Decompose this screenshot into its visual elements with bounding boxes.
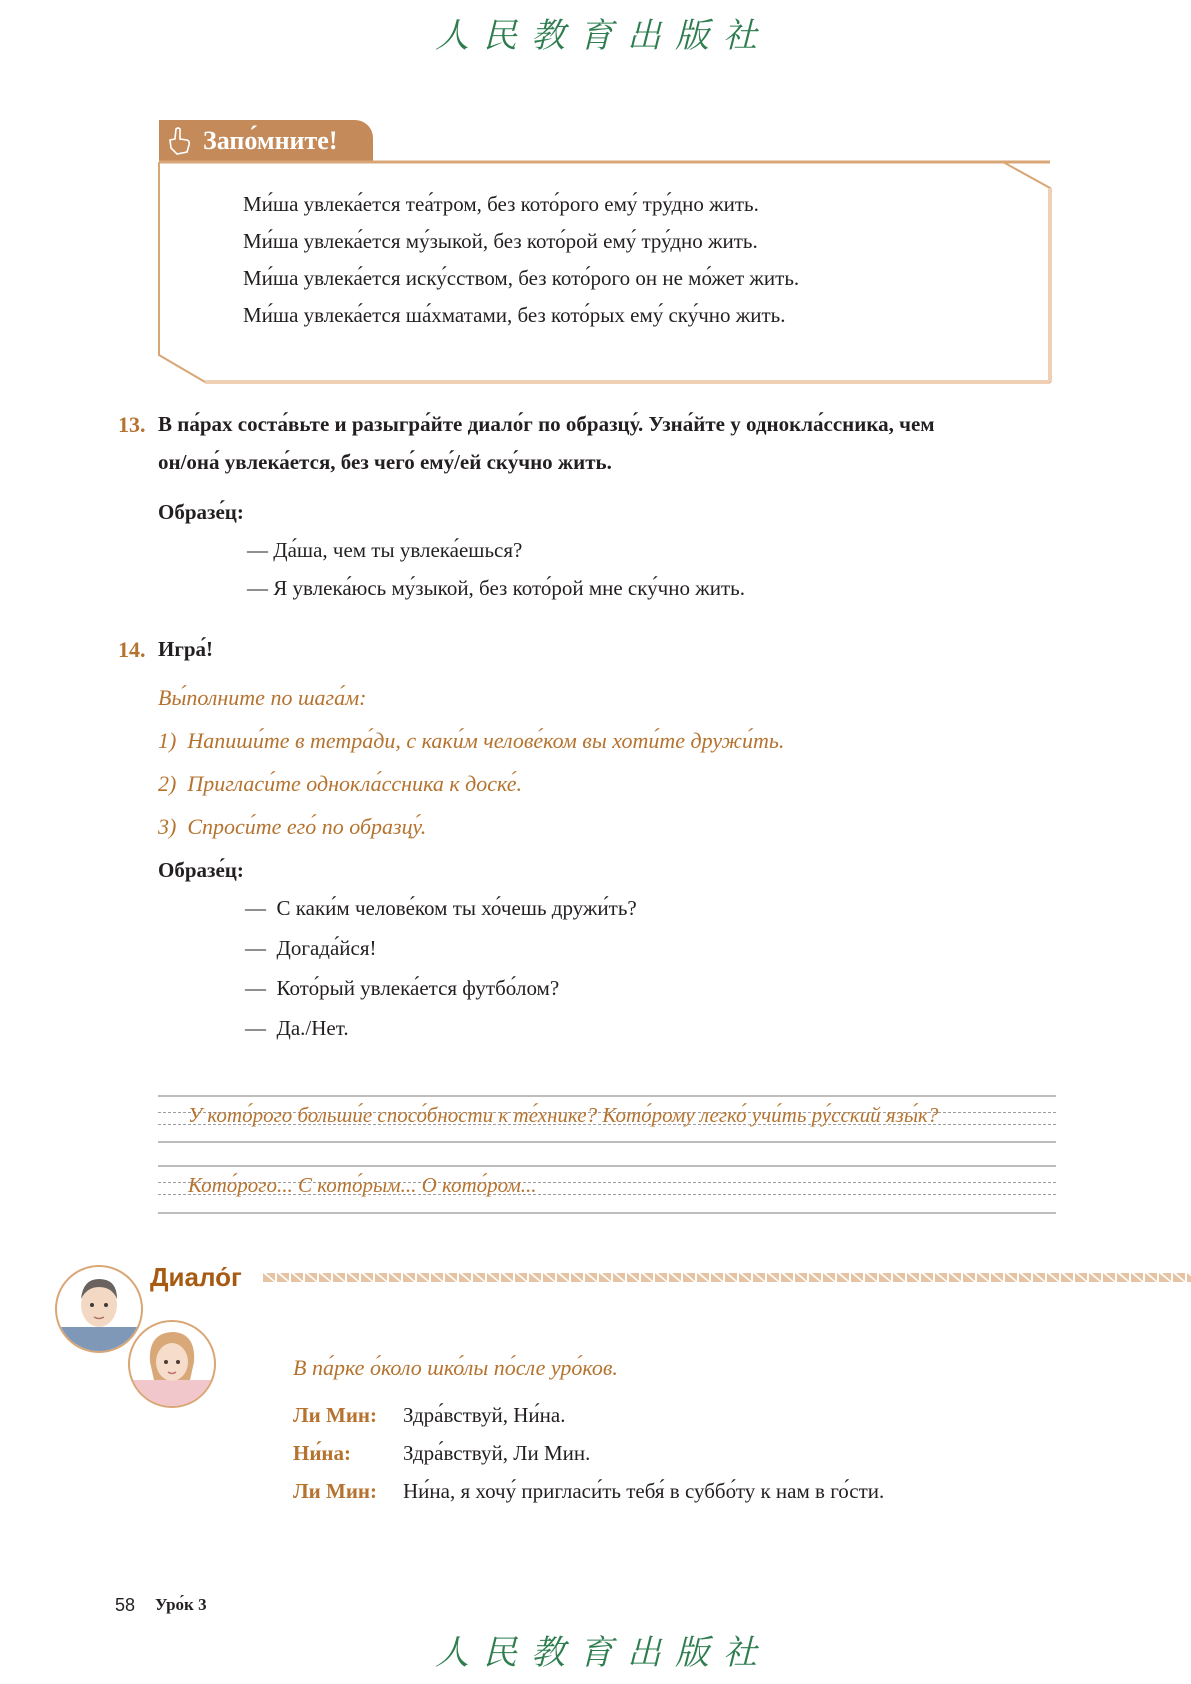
exercise-13-number: 13. (118, 412, 146, 437)
remember-line: Ми́ша увлека́ется му́зыкой, без кото́рой ему́ тру́дно жить. (243, 229, 758, 253)
pointing-hand-icon (167, 126, 193, 156)
dash: — (245, 896, 266, 920)
dialog-title: Диало́г (150, 1262, 242, 1292)
remember-line: Ми́ша увлека́ется ша́хматами, без кото́рых ему́ ску́чно жить. (243, 303, 786, 327)
lesson-label: Уро́к 3 (155, 1595, 207, 1614)
exercise-13-sample-label: Образе́ц: (158, 500, 244, 524)
sample-line (245, 1016, 349, 1041)
step-text: Спроси́те его́ по образцу́. (187, 814, 427, 839)
dialog-line: Здра́вствуй, Ни́на. (403, 1403, 566, 1427)
dash: — (245, 936, 266, 960)
page-number: 58 (115, 1595, 136, 1615)
step-item (158, 771, 522, 797)
dialog-line: Ни́на, я хочу́ пригласи́ть тебя́ в суббо́ту к нам в го́сти. (403, 1479, 885, 1503)
exercise-14-sample-label: Образе́ц: (158, 858, 244, 882)
hint-line-1: У кото́рого больши́е спосо́бности к те́хнике? Кото́рому легко́ учи́ть ру́сский язы́к? (188, 1103, 939, 1127)
publisher-logo-header: 人民教育出版社 (435, 16, 771, 56)
remember-box-title: Запо́мните! (203, 126, 338, 155)
hint-rule (158, 1165, 1056, 1167)
sample-text: Кото́рый увлека́ется футбо́лом? (276, 976, 560, 1000)
dash: — (245, 976, 266, 1000)
remember-box-tab (159, 120, 373, 162)
dialog-speaker: Ни́на: (293, 1441, 352, 1465)
step-text: Пригласи́те однокла́ссника к доске́. (187, 771, 523, 796)
exercise-13-sample-line: — Я увлека́юсь му́зыкой, без кото́рой мне ску́чно жить. (247, 576, 745, 600)
dialog-speaker: Ли Мин: (293, 1403, 378, 1427)
remember-line: Ми́ша увлека́ется иску́сством, без кото́рого он не мо́жет жить. (243, 266, 800, 290)
sample-line (245, 896, 637, 921)
step-number: 1) (158, 728, 177, 753)
exercise-14-title: Игра́! (158, 637, 214, 661)
dialog-line: Здра́вствуй, Ли Мин. (403, 1441, 591, 1465)
step-item (158, 728, 784, 754)
step-number: 3) (158, 814, 177, 839)
exercise-13-instruction-1: В па́рах соста́вьте и разыгра́йте диало́г по образцу́. Узна́йте у однокла́ссника, чем (158, 412, 935, 436)
sample-line (245, 936, 376, 961)
sample-text: Догада́йся! (276, 936, 377, 960)
dialog-title-decoration (262, 1270, 1191, 1284)
step-number: 2) (158, 771, 177, 796)
remember-line: Ми́ша увлека́ется теа́тром, без кото́рого ему́ тру́дно жить. (243, 192, 759, 216)
hint-rule (158, 1212, 1056, 1214)
hint-rule (158, 1141, 1056, 1143)
step-item (158, 814, 426, 840)
sample-line (245, 976, 559, 1001)
steps-intro: Вы́полните по шага́м: (158, 685, 367, 710)
sample-text: Да./Нет. (276, 1016, 349, 1040)
exercise-13-instruction-2: он/она́ увлека́ется, без чего́ ему́/ей ску́чно жить. (158, 450, 612, 474)
hint-line-2: Кото́рого... С кото́рым... О кото́ром... (188, 1173, 537, 1197)
sample-text: С каки́м челове́ком ты хо́чешь дружи́ть? (276, 896, 637, 920)
dialog-setting: В па́рке о́коло шко́лы по́сле уро́ков. (293, 1355, 618, 1380)
step-text: Напиши́те в тетра́ди, с каки́м челове́ком вы хоти́те дружи́ть. (187, 728, 785, 753)
exercise-13-sample-line: — Да́ша, чем ты увлека́ешься? (247, 538, 523, 562)
dialog-speaker: Ли Мин: (293, 1479, 378, 1503)
girl-avatar (128, 1320, 216, 1408)
dash: — (245, 1016, 266, 1040)
hint-rule (158, 1095, 1056, 1097)
exercise-14-number: 14. (118, 637, 146, 662)
boy-avatar (55, 1265, 143, 1353)
publisher-logo-footer: 人民教育出版社 (435, 1633, 771, 1673)
